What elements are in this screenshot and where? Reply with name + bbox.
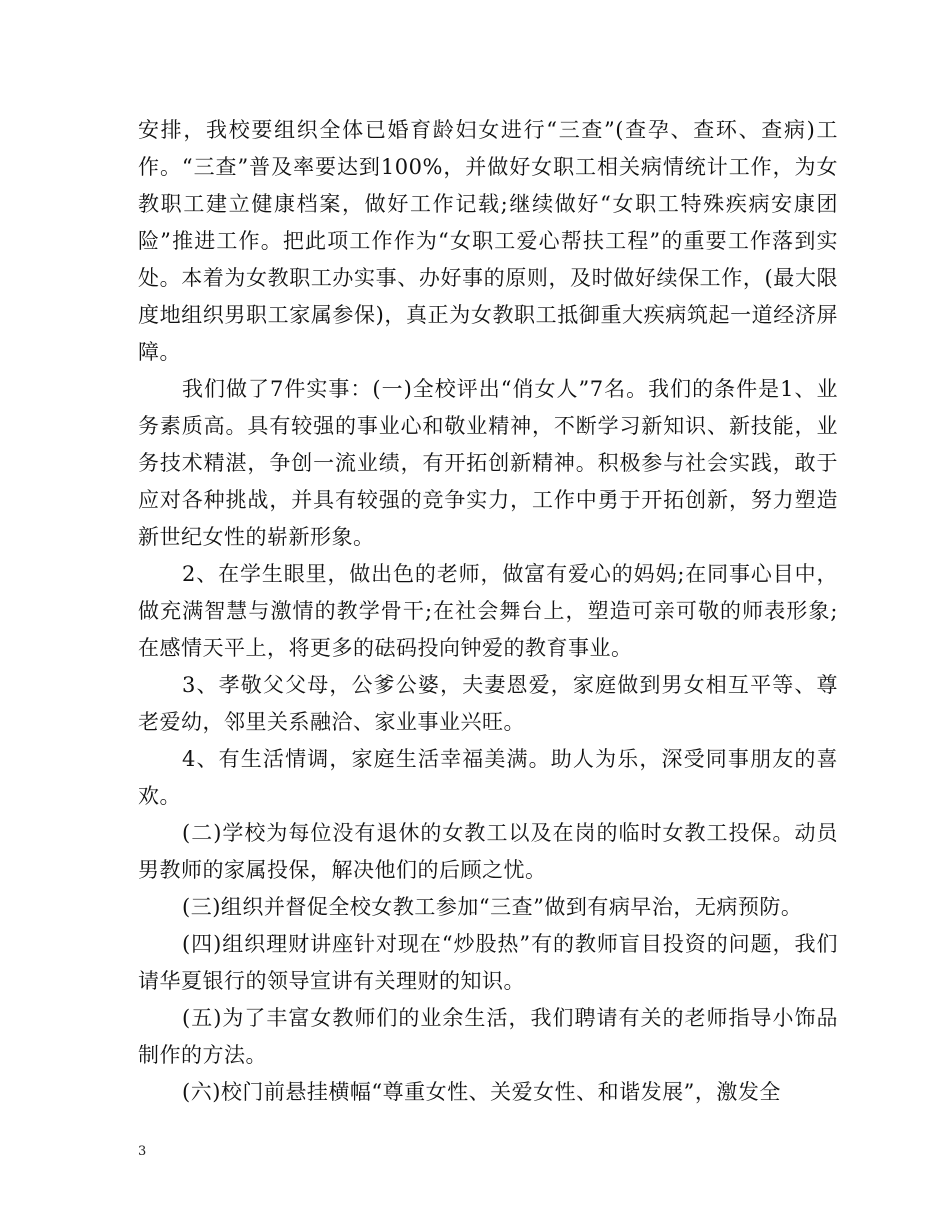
- paragraph-5: 4、有生活情调，家庭生活幸福美满。助人为乐，深受同事朋友的喜欢。: [138, 747, 838, 808]
- paragraph-9: (五)为了丰富女教师们的业余生活，我们聘请有关的老师指导小饰品制作的方法。: [138, 1006, 838, 1067]
- paragraph-10: (六)校门前悬挂横幅“尊重女性、关爱女性、和谐发展”，激发全: [182, 1080, 781, 1104]
- page-number: 3: [138, 1144, 147, 1159]
- paragraph-1: 安排，我校要组织全体已婚育龄妇女进行“三查”(查孕、查环、查病)工作。“三查”普及率要达到100%，并做好女职工相关病情统计工作，为女教职工建立健康档案，做好工作记载;继续做好“女职工特殊疾病安康团险”推进工作。把此项工作作为“女职工爱心帮扶工程”的重要工作落到实处。本着为女教职工办实事、办好事的原则，及时做好续保工作，(最大限度地组织男职工家属参保)，真正为女教职工抵御重大疾病筑起一道经济屏障。: [138, 118, 838, 364]
- paragraph-4: 3、孝敬父父母，公爹公婆，夫妻恩爱，家庭做到男女相互平等、尊老爱幼，邻里关系融洽、家业事业兴旺。: [138, 673, 838, 734]
- paragraph-7: (三)组织并督促全校女教工参加“三查”做到有病早治，无病预防。: [182, 895, 803, 919]
- paragraph-3: 2、在学生眼里，做出色的老师，做富有爱心的妈妈;在同事心目中，做充满智慧与激情的教学骨干;在社会舞台上，塑造可亲可敬的师表形象;在感情天平上，将更多的砝码投向钟爱的教育事业。: [138, 562, 838, 660]
- paragraph-6: (二)学校为每位没有退休的女教工以及在岗的临时女教工投保。动员男教师的家属投保，解决他们的后顾之忧。: [138, 821, 838, 882]
- paragraph-2: 我们做了7件实事：(一)全校评出“俏女人”7名。我们的条件是1、业务素质高。具有较强的事业心和敬业精神，不断学习新知识、新技能，业务技术精湛，争创一流业绩，有开拓创新精神。积极参与社会实践，敢于应对各种挑战，并具有较强的竞争实力，工作中勇于开拓创新，努力塑造新世纪女性的崭新形象。: [138, 377, 838, 549]
- paragraph-8: (四)组织理财讲座针对现在“炒股热”有的教师盲目投资的问题，我们请华夏银行的领导宣讲有关理财的知识。: [138, 932, 838, 993]
- document-body: [138, 112, 838, 1111]
